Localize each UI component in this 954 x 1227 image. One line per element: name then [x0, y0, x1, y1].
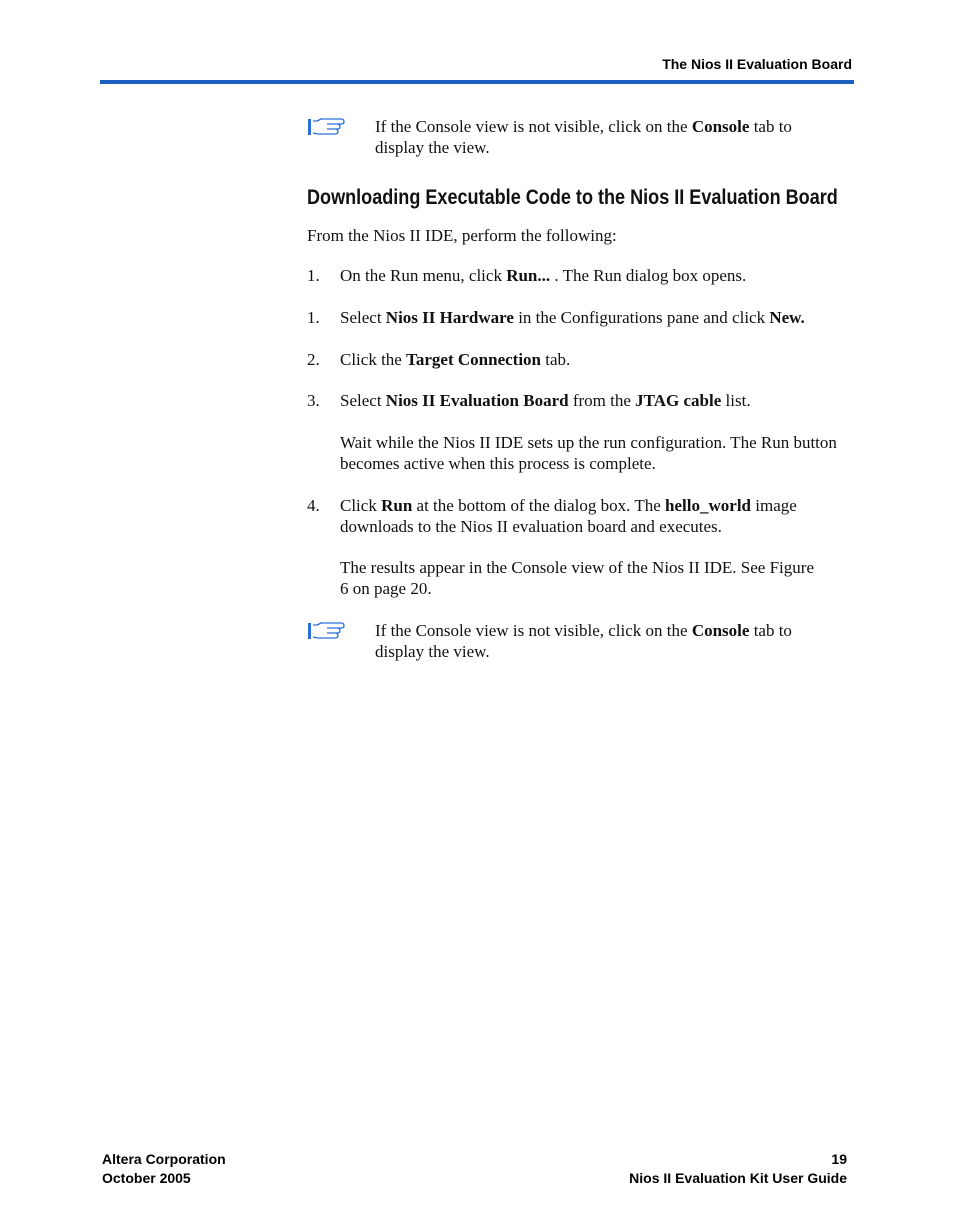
intro-text: From the Nios II IDE, perform the following: — [307, 226, 617, 245]
step-text: Click Run at the bottom of the dialog box. The hello_world image downloads to the Nios II evaluation board and executes. — [340, 496, 797, 536]
footer-company: Altera Corporation — [102, 1151, 226, 1167]
footer-left — [102, 1150, 226, 1188]
wait-paragraph: Wait while the Nios II IDE sets up the run configuration. The Run button becomes active when this process is complete. — [340, 433, 837, 473]
pointing-hand-note-icon — [307, 116, 347, 140]
footer-right — [629, 1150, 847, 1188]
step-text: On the Run menu, click Run... . The Run dialog box opens. — [340, 266, 747, 285]
page-number: 19 — [831, 1151, 847, 1167]
step-text: Select Nios II Hardware in the Configurations pane and click New. — [340, 308, 805, 327]
results-paragraph: The results appear in the Console view of the Nios II IDE. See Figure 6 on page 20. — [340, 558, 814, 598]
step-number: 2. — [307, 350, 320, 369]
step-number: 1. — [307, 266, 320, 285]
step-number: 4. — [307, 496, 320, 515]
step-text: Click the Target Connection tab. — [340, 350, 571, 369]
step-number: 1. — [307, 308, 320, 327]
running-header: The Nios II Evaluation Board — [662, 56, 852, 72]
pointing-hand-note-icon — [307, 620, 347, 644]
note-text: If the Console view is not visible, click on the Console tab to display the view. — [375, 117, 792, 157]
footer-date: October 2005 — [102, 1170, 191, 1186]
section-heading: Downloading Executable Code to the Nios II Evaluation Board — [307, 186, 838, 209]
step-number: 3. — [307, 391, 320, 410]
step-text: Select Nios II Evaluation Board from the JTAG cable list. — [340, 391, 751, 410]
note-text: If the Console view is not visible, click on the Console tab to display the view. — [375, 621, 792, 661]
header-rule — [100, 80, 854, 84]
footer-guide-title: Nios II Evaluation Kit User Guide — [629, 1170, 847, 1186]
